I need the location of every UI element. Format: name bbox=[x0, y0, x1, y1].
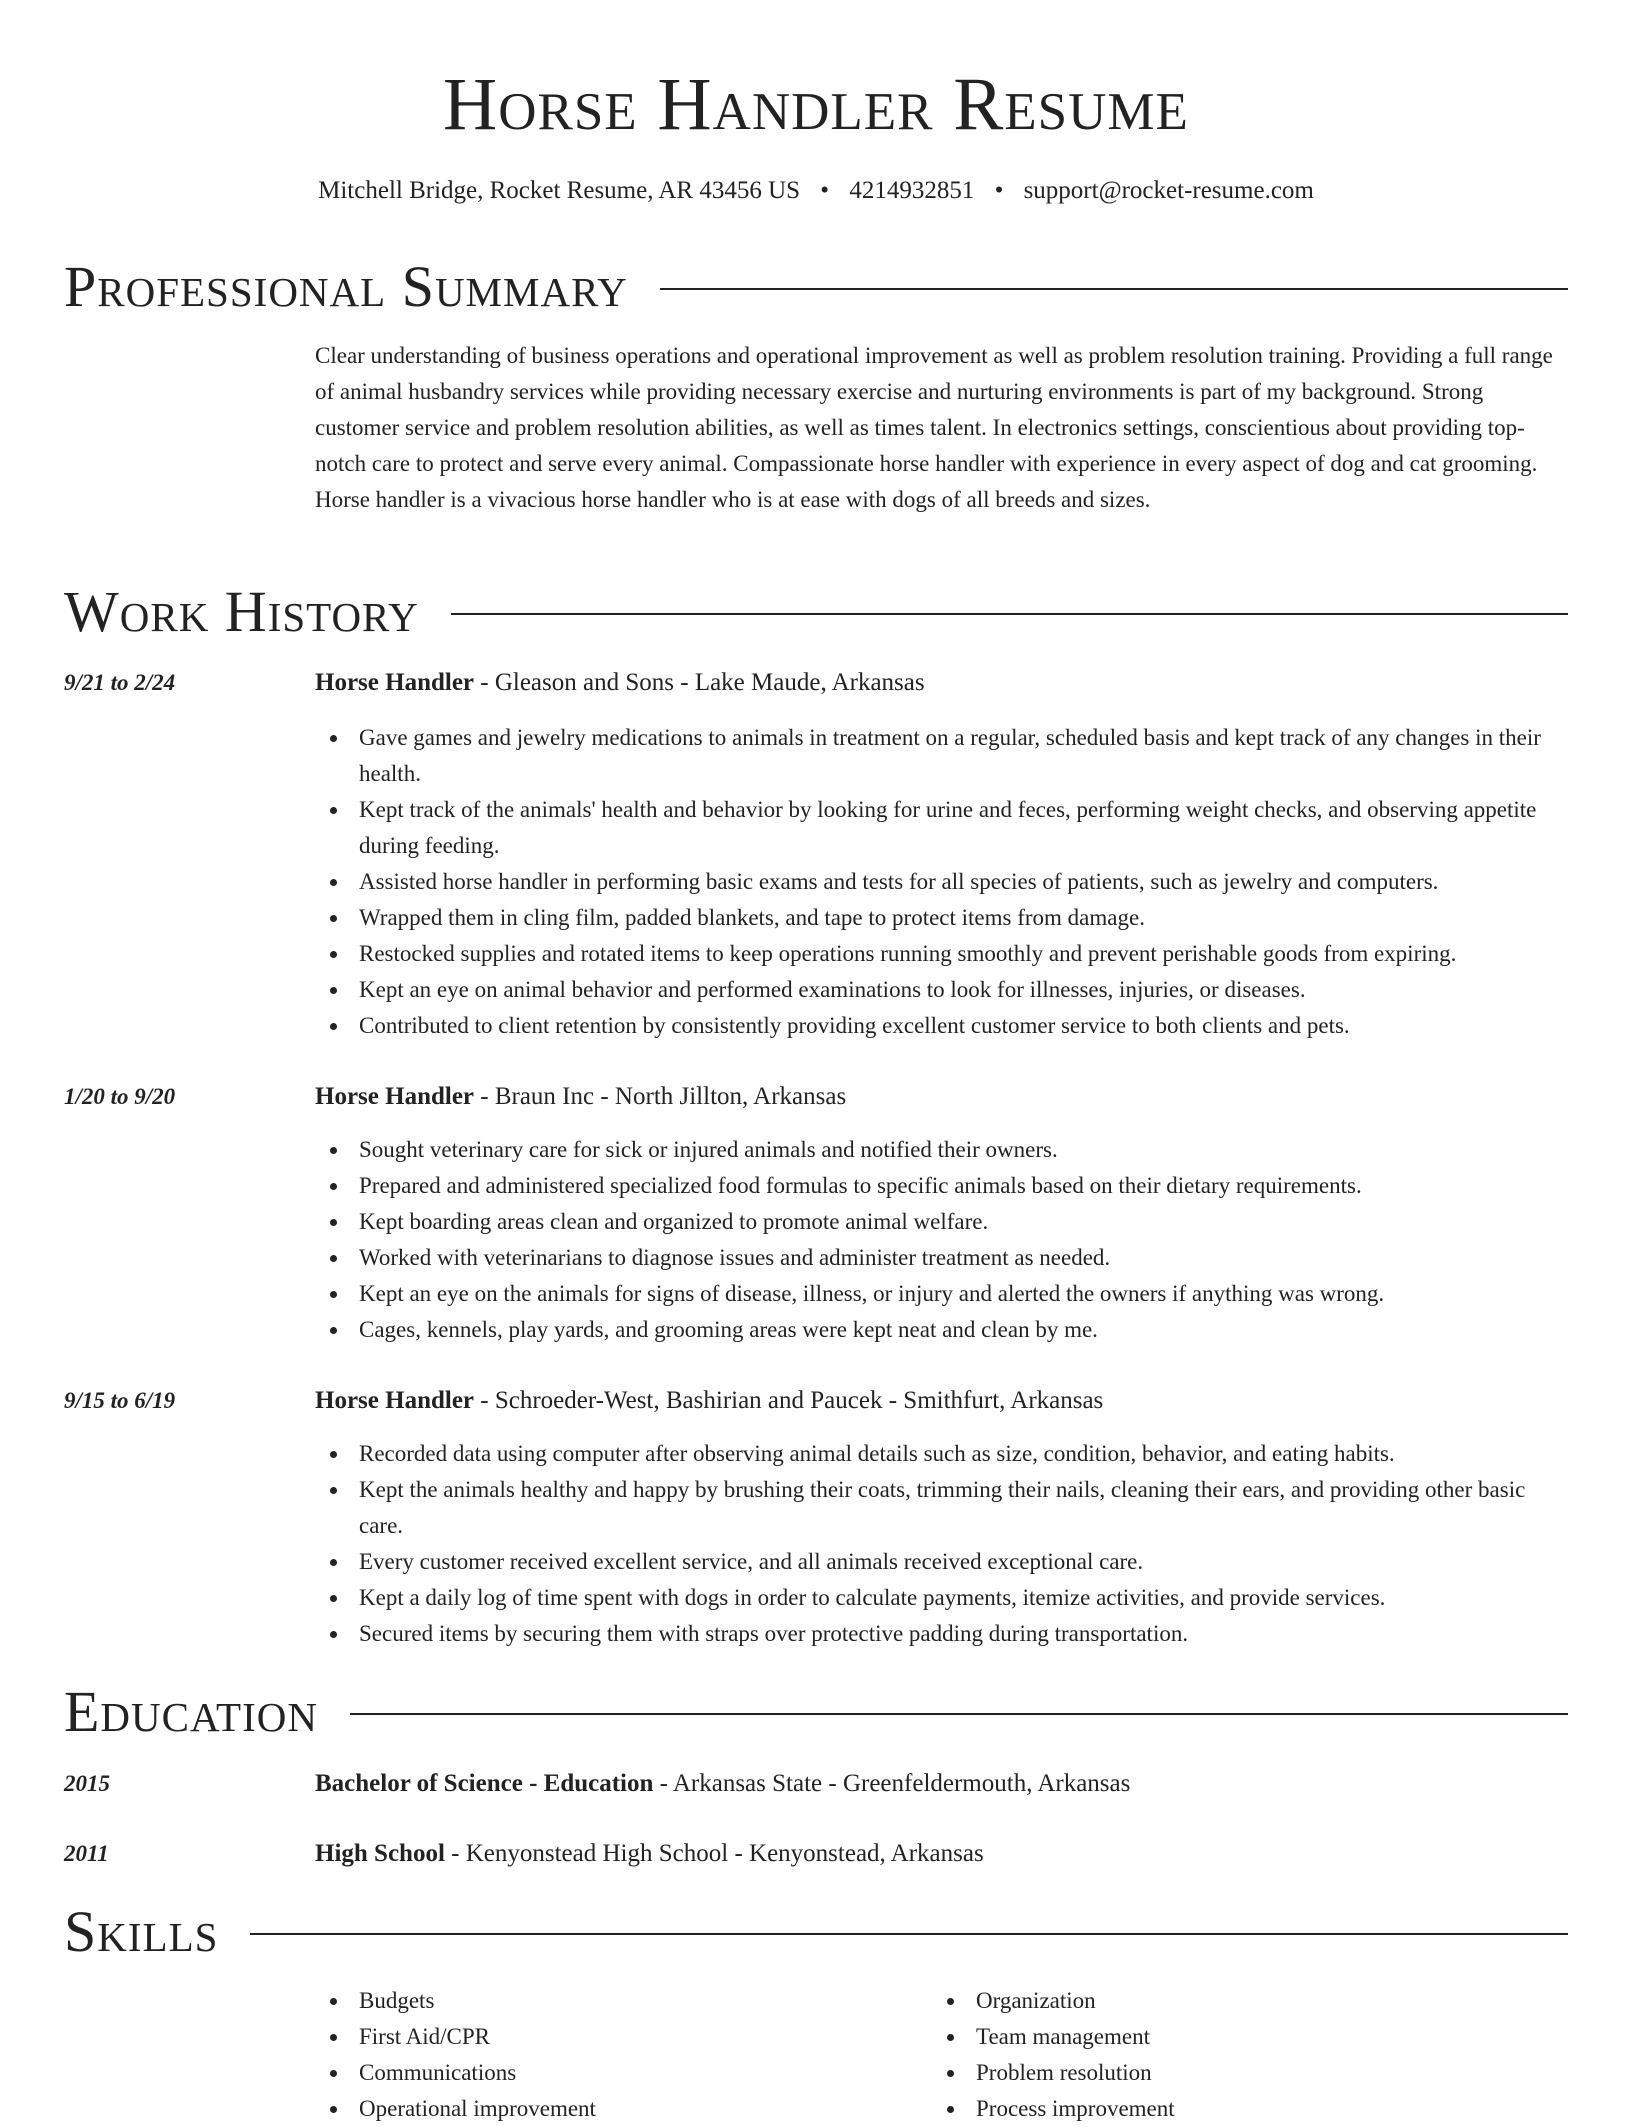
job-bullet: Kept track of the animals' health and behavior by looking for urine and feces, performing weight checks, and observing appetite during feeding. bbox=[315, 792, 1568, 864]
job-bullet: Wrapped them in cling film, padded blankets, and tape to protect items from damage. bbox=[315, 900, 1568, 936]
skills-section-header bbox=[64, 1897, 1568, 1967]
education-heading: Education bbox=[64, 1679, 318, 1744]
contact-line bbox=[0, 174, 1632, 208]
skill-item: Budgets bbox=[315, 1983, 875, 2019]
education-details: - Kenyonstead High School - Kenyonstead, Arkansas bbox=[444, 1840, 984, 1867]
job-details: - Braun Inc - North Jillton, Arkansas bbox=[474, 1083, 847, 1110]
education-section-header bbox=[64, 1677, 1568, 1747]
job-bullet: Prepared and administered specialized food formulas to specific animals based on their dietary requirements. bbox=[315, 1168, 1568, 1204]
job-details: - Schroeder-West, Bashirian and Paucek - Smithfurt, Arkansas bbox=[474, 1387, 1104, 1414]
skill-item: Operational improvement bbox=[315, 2091, 875, 2127]
job-dates: 1/20 to 9/20 bbox=[64, 1084, 176, 1109]
education-entry bbox=[315, 1766, 1568, 1802]
job-bullet: Assisted horse handler in performing basic exams and tests for all species of patients, such as jewelry and computers. bbox=[315, 864, 1568, 900]
job-bullets bbox=[315, 1436, 1568, 1652]
job-title: Horse Handler bbox=[315, 1083, 475, 1110]
job-bullet: Cages, kennels, play yards, and grooming areas were kept neat and clean by me. bbox=[315, 1312, 1568, 1348]
job-bullet: Worked with veterinarians to diagnose issues and administer treatment as needed. bbox=[315, 1240, 1568, 1276]
job-bullet: Every customer received excellent service, and all animals received exceptional care. bbox=[315, 1544, 1568, 1580]
skill-item: First Aid/CPR bbox=[315, 2019, 875, 2055]
job-bullet: Kept an eye on the animals for signs of disease, illness, or injury and alerted the owners if anything was wrong. bbox=[315, 1276, 1568, 1312]
contact-phone: 4214932851 bbox=[849, 177, 975, 204]
section-divider bbox=[350, 1713, 1568, 1715]
job-details: - Gleason and Sons - Lake Maude, Arkansas bbox=[474, 669, 925, 696]
job-dates: 9/15 to 6/19 bbox=[64, 1388, 176, 1413]
skills-column-right bbox=[932, 1983, 1492, 2127]
job-bullet: Secured items by securing them with straps over protective padding during transportation. bbox=[315, 1616, 1568, 1652]
job-bullets bbox=[315, 1132, 1568, 1348]
summary-heading: Professional Summary bbox=[64, 254, 628, 319]
contact-email: support@rocket-resume.com bbox=[1023, 177, 1314, 204]
section-divider bbox=[660, 288, 1568, 290]
education-degree: High School bbox=[315, 1840, 445, 1867]
skill-item: Team management bbox=[932, 2019, 1492, 2055]
job-bullet: Restocked supplies and rotated items to keep operations running smoothly and prevent perishable goods from expiring. bbox=[315, 936, 1568, 972]
job-bullet: Sought veterinary care for sick or injured animals and notified their owners. bbox=[315, 1132, 1568, 1168]
education-entry bbox=[315, 1836, 1568, 1872]
skills-column-left bbox=[315, 1983, 875, 2127]
work-heading: Work History bbox=[64, 579, 419, 644]
education-degree: Bachelor of Science - Education bbox=[315, 1770, 654, 1797]
education-year: 2015 bbox=[64, 1771, 110, 1796]
job-title: Horse Handler bbox=[315, 1387, 475, 1414]
skills-heading: Skills bbox=[64, 1899, 219, 1964]
job-dates: 9/21 to 2/24 bbox=[64, 670, 176, 695]
job-bullet: Kept an eye on animal behavior and performed examinations to look for illnesses, injuries, or diseases. bbox=[315, 972, 1568, 1008]
job-bullet: Contributed to client retention by consistently providing excellent customer service to both clients and pets. bbox=[315, 1008, 1568, 1044]
job-bullet: Kept a daily log of time spent with dogs in order to calculate payments, itemize activities, and provide services. bbox=[315, 1580, 1568, 1616]
section-divider bbox=[250, 1933, 1568, 1935]
contact-address: Mitchell Bridge, Rocket Resume, AR 43456 US bbox=[318, 177, 801, 204]
skill-item: Problem resolution bbox=[932, 2055, 1492, 2091]
education-year: 2011 bbox=[64, 1841, 109, 1866]
job-bullet: Recorded data using computer after observing animal details such as size, condition, behavior, and eating habits. bbox=[315, 1436, 1568, 1472]
skill-item: Organization bbox=[932, 1983, 1492, 2019]
job-title: Horse Handler bbox=[315, 669, 475, 696]
summary-section-header bbox=[64, 252, 1568, 322]
contact-separator: • bbox=[994, 177, 1004, 204]
work-section-header bbox=[64, 577, 1568, 647]
job-heading bbox=[315, 665, 1568, 701]
summary-block bbox=[315, 338, 1568, 518]
job-bullet: Kept boarding areas clean and organized to promote animal welfare. bbox=[315, 1204, 1568, 1240]
job-bullets bbox=[315, 720, 1568, 1044]
education-details: - Arkansas State - Greenfeldermouth, Arkansas bbox=[653, 1770, 1131, 1797]
resume-title: Horse Handler Resume bbox=[443, 63, 1189, 146]
skill-item: Communications bbox=[315, 2055, 875, 2091]
job-heading bbox=[315, 1079, 1568, 1115]
skill-item: Process improvement bbox=[932, 2091, 1492, 2127]
section-divider bbox=[451, 613, 1568, 615]
job-bullet: Kept the animals healthy and happy by brushing their coats, trimming their nails, cleaning their ears, and providing other basic care. bbox=[315, 1472, 1568, 1544]
job-heading bbox=[315, 1383, 1568, 1419]
contact-separator: • bbox=[820, 177, 830, 204]
job-bullet: Gave games and jewelry medications to animals in treatment on a regular, scheduled basis and kept track of any changes in their health. bbox=[315, 720, 1568, 792]
summary-text: Clear understanding of business operations and operational improvement as well as problem resolution training. Providing a full range of animal husbandry services while providing necessary exercise and nurturing environments is part of my background. Strong customer service and problem resolution abilities, as well as times talent. In electronics settings, conscientious about providing top-notch care to protect and serve every animal. Compassionate horse handler with experience in every aspect of dog and cat grooming. Horse handler is a vivacious horse handler who is at ease with dogs of all breeds and sizes. bbox=[315, 343, 1553, 512]
